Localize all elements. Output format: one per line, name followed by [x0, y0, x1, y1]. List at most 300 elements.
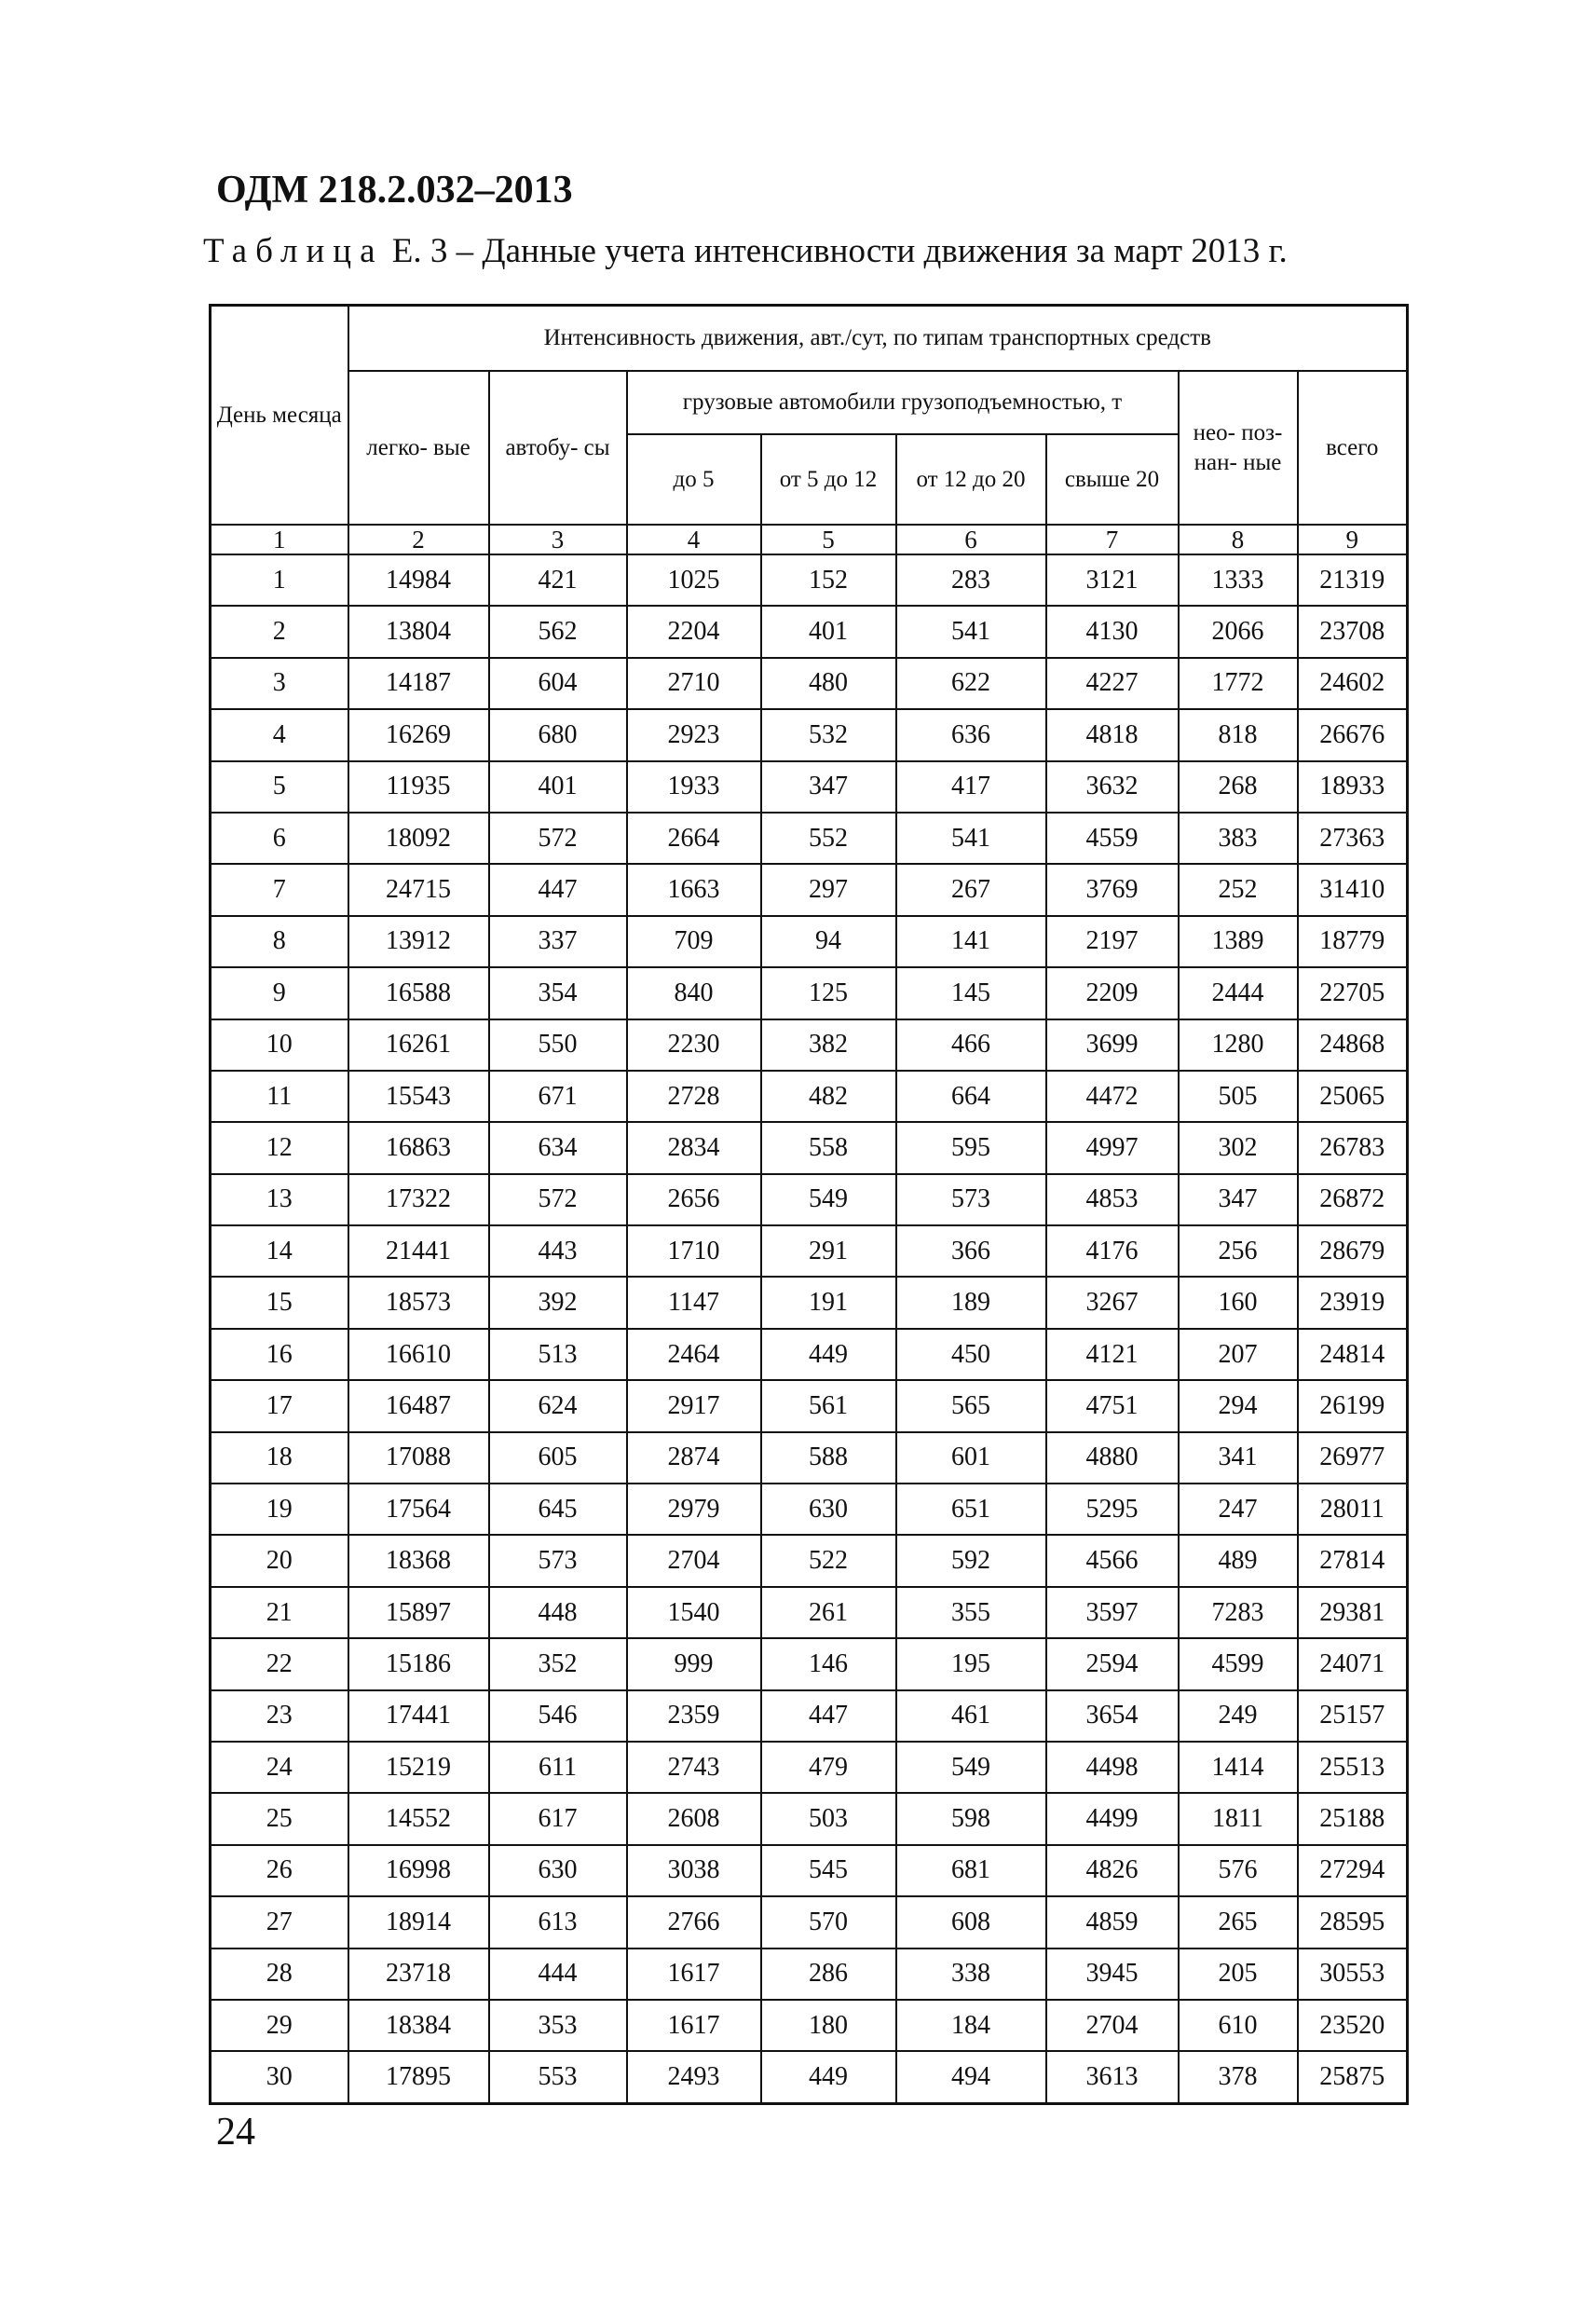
table-cell: 24868	[1298, 1019, 1408, 1071]
table-cell: 26783	[1298, 1122, 1408, 1173]
column-number: 8	[1179, 525, 1298, 554]
table-cell: 18914	[348, 1896, 489, 1948]
table-cell: 2917	[627, 1380, 761, 1431]
table-cell: 601	[896, 1432, 1046, 1484]
table-cell: 482	[761, 1071, 896, 1122]
header-unrecognized: нео- поз- нан- ные	[1179, 371, 1298, 525]
table-cell: 532	[761, 709, 896, 760]
table-cell: 291	[761, 1225, 896, 1277]
table-cell: 2594	[1046, 1638, 1179, 1689]
table-row	[211, 1329, 1408, 1380]
table-cell: 4751	[1046, 1380, 1179, 1431]
table-cell: 447	[761, 1690, 896, 1742]
table-cell: 16998	[348, 1845, 489, 1896]
table-cell: 29	[211, 2000, 348, 2051]
table-cell: 16610	[348, 1329, 489, 1380]
table-cell: 22	[211, 1638, 348, 1689]
table-cell: 2	[211, 606, 348, 657]
table-cell: 4997	[1046, 1122, 1179, 1173]
table-cell: 1414	[1179, 1742, 1298, 1793]
table-cell: 17088	[348, 1432, 489, 1484]
table-cell: 558	[761, 1122, 896, 1173]
table-cell: 450	[896, 1329, 1046, 1380]
column-number: 7	[1046, 525, 1179, 554]
table-cell: 26199	[1298, 1380, 1408, 1431]
table-cell: 21319	[1298, 554, 1408, 606]
table-cell: 152	[761, 554, 896, 606]
table-cell: 160	[1179, 1277, 1298, 1328]
table-cell: 1389	[1179, 916, 1298, 967]
table-cell: 4599	[1179, 1638, 1298, 1689]
table-cell: 26676	[1298, 709, 1408, 760]
table-cell: 302	[1179, 1122, 1298, 1173]
table-row	[211, 709, 1408, 760]
table-cell: 4853	[1046, 1174, 1179, 1225]
table-cell: 354	[489, 967, 627, 1019]
table-cell: 448	[489, 1587, 627, 1638]
table-cell: 21	[211, 1587, 348, 1638]
table-cell: 611	[489, 1742, 627, 1793]
table-cell: 4559	[1046, 813, 1179, 864]
table-cell: 681	[896, 1845, 1046, 1896]
table-cell: 20	[211, 1535, 348, 1586]
table-cell: 573	[489, 1535, 627, 1586]
table-cell: 545	[761, 1845, 896, 1896]
table-cell: 378	[1179, 2051, 1298, 2103]
table-cell: 466	[896, 1019, 1046, 1071]
table-cell: 680	[489, 709, 627, 760]
table-cell: 2359	[627, 1690, 761, 1742]
column-number: 6	[896, 525, 1046, 554]
table-cell: 550	[489, 1019, 627, 1071]
table-cell: 18384	[348, 2000, 489, 2051]
table-cell: 709	[627, 916, 761, 967]
table-cell: 605	[489, 1432, 627, 1484]
table-cell: 1772	[1179, 658, 1298, 709]
table-cell: 503	[761, 1793, 896, 1844]
table-cell: 622	[896, 658, 1046, 709]
table-cell: 1617	[627, 2000, 761, 2051]
table-cell: 572	[489, 1174, 627, 1225]
table-cell: 4826	[1046, 1845, 1179, 1896]
table-cell: 4227	[1046, 658, 1179, 709]
table-cell: 25	[211, 1793, 348, 1844]
table-cell: 17564	[348, 1484, 489, 1535]
table-cell: 27	[211, 1896, 348, 1948]
table-cell: 5295	[1046, 1484, 1179, 1535]
table-cell: 588	[761, 1432, 896, 1484]
table-row	[211, 1019, 1408, 1071]
table-cell: 4	[211, 709, 348, 760]
table-row	[211, 606, 1408, 657]
table-cell: 573	[896, 1174, 1046, 1225]
table-cell: 22705	[1298, 967, 1408, 1019]
header-intensity: Интенсивность движения, авт./сут, по типам транспортных средств	[348, 306, 1408, 372]
table-cell: 671	[489, 1071, 627, 1122]
table-cell: 561	[761, 1380, 896, 1431]
table-cell: 2704	[627, 1535, 761, 1586]
header-total: всего	[1298, 371, 1408, 525]
table-label: Таблица	[203, 232, 384, 270]
table-cell: 16487	[348, 1380, 489, 1431]
column-number: 2	[348, 525, 489, 554]
table-cell: 636	[896, 709, 1046, 760]
table-cell: 1933	[627, 761, 761, 813]
table-cell: 14187	[348, 658, 489, 709]
header-day: День месяца	[211, 306, 348, 526]
header-trucks-5-12: от 5 до 12	[761, 434, 896, 525]
table-cell: 1663	[627, 864, 761, 915]
table-cell: 570	[761, 1896, 896, 1948]
table-cell: 2066	[1179, 606, 1298, 657]
table-cell: 2209	[1046, 967, 1179, 1019]
table-cell: 24715	[348, 864, 489, 915]
table-cell: 549	[761, 1174, 896, 1225]
table-cell: 4566	[1046, 1535, 1179, 1586]
table-row	[211, 554, 1408, 606]
table-cell: 18368	[348, 1535, 489, 1586]
table-cell: 28679	[1298, 1225, 1408, 1277]
table-cell: 2979	[627, 1484, 761, 1535]
table-row	[211, 1432, 1408, 1484]
table-cell: 13804	[348, 606, 489, 657]
table-cell: 26872	[1298, 1174, 1408, 1225]
table-cell: 256	[1179, 1225, 1298, 1277]
table-cell: 180	[761, 2000, 896, 2051]
header-buses: автобу- сы	[489, 371, 627, 525]
table-cell: 2664	[627, 813, 761, 864]
header-cars: легко- вые	[348, 371, 489, 525]
table-cell: 421	[489, 554, 627, 606]
table-cell: 4499	[1046, 1793, 1179, 1844]
table-row	[211, 2000, 1408, 2051]
table-cell: 146	[761, 1638, 896, 1689]
table-cell: 2204	[627, 606, 761, 657]
table-cell: 2608	[627, 1793, 761, 1844]
table-cell: 23	[211, 1690, 348, 1742]
table-cell: 27294	[1298, 1845, 1408, 1896]
table-cell: 347	[761, 761, 896, 813]
table-cell: 28595	[1298, 1896, 1408, 1948]
table-row	[211, 1949, 1408, 2000]
table-cell: 11	[211, 1071, 348, 1122]
table-cell: 489	[1179, 1535, 1298, 1586]
table-cell: 598	[896, 1793, 1046, 1844]
table-cell: 3038	[627, 1845, 761, 1896]
table-cell: 341	[1179, 1432, 1298, 1484]
table-cell: 4176	[1046, 1225, 1179, 1277]
table-cell: 1811	[1179, 1793, 1298, 1844]
table-cell: 505	[1179, 1071, 1298, 1122]
table-cell: 286	[761, 1949, 896, 2000]
table-cell: 12	[211, 1122, 348, 1173]
table-row	[211, 2051, 1408, 2103]
table-row	[211, 967, 1408, 1019]
table-cell: 541	[896, 606, 1046, 657]
table-cell: 999	[627, 1638, 761, 1689]
table-cell: 25513	[1298, 1742, 1408, 1793]
table-cell: 447	[489, 864, 627, 915]
table-cell: 353	[489, 2000, 627, 2051]
table-cell: 94	[761, 916, 896, 967]
table-cell: 337	[489, 916, 627, 967]
table-row	[211, 916, 1408, 967]
table-cell: 444	[489, 1949, 627, 2000]
table-row	[211, 1225, 1408, 1277]
table-cell: 247	[1179, 1484, 1298, 1535]
table-row	[211, 1742, 1408, 1793]
column-number: 3	[489, 525, 627, 554]
table-cell: 13	[211, 1174, 348, 1225]
table-cell: 125	[761, 967, 896, 1019]
table-cell: 443	[489, 1225, 627, 1277]
table-cell: 25157	[1298, 1690, 1408, 1742]
table-cell: 28011	[1298, 1484, 1408, 1535]
table-cell: 4818	[1046, 709, 1179, 760]
table-row	[211, 1122, 1408, 1173]
table-cell: 4498	[1046, 1742, 1179, 1793]
table-cell: 18573	[348, 1277, 489, 1328]
table-cell: 592	[896, 1535, 1046, 1586]
table-cell: 145	[896, 967, 1046, 1019]
table-cell: 634	[489, 1122, 627, 1173]
table-cell: 3654	[1046, 1690, 1179, 1742]
table-cell: 24071	[1298, 1638, 1408, 1689]
table-cell: 31410	[1298, 864, 1408, 915]
table-cell: 645	[489, 1484, 627, 1535]
table-cell: 2704	[1046, 2000, 1179, 2051]
table-cell: 3769	[1046, 864, 1179, 915]
table-cell: 10	[211, 1019, 348, 1071]
table-cell: 624	[489, 1380, 627, 1431]
table-cell: 595	[896, 1122, 1046, 1173]
table-cell: 366	[896, 1225, 1046, 1277]
table-cell: 14984	[348, 554, 489, 606]
header-trucks-to5: до 5	[627, 434, 761, 525]
table-cell: 18	[211, 1432, 348, 1484]
table-cell: 21441	[348, 1225, 489, 1277]
table-cell: 19	[211, 1484, 348, 1535]
table-cell: 8	[211, 916, 348, 967]
table-cell: 479	[761, 1742, 896, 1793]
table-cell: 338	[896, 1949, 1046, 2000]
table-row	[211, 1174, 1408, 1225]
table-cell: 630	[489, 1845, 627, 1896]
table-cell: 494	[896, 2051, 1046, 2103]
table-cell: 15	[211, 1277, 348, 1328]
table-body	[211, 554, 1408, 2103]
table-cell: 14552	[348, 1793, 489, 1844]
table-cell: 25188	[1298, 1793, 1408, 1844]
table-cell: 664	[896, 1071, 1046, 1122]
table-row	[211, 813, 1408, 864]
table-cell: 572	[489, 813, 627, 864]
table-cell: 2444	[1179, 967, 1298, 1019]
table-cell: 4859	[1046, 1896, 1179, 1948]
table-cell: 3121	[1046, 554, 1179, 606]
table-cell: 7	[211, 864, 348, 915]
table-cell: 553	[489, 2051, 627, 2103]
table-row	[211, 1535, 1408, 1586]
column-number: 5	[761, 525, 896, 554]
table-cell: 26	[211, 1845, 348, 1896]
table-cell: 23919	[1298, 1277, 1408, 1328]
table-cell: 3945	[1046, 1949, 1179, 2000]
table-cell: 24814	[1298, 1329, 1408, 1380]
table-cell: 565	[896, 1380, 1046, 1431]
table-cell: 2923	[627, 709, 761, 760]
table-cell: 2710	[627, 658, 761, 709]
table-row	[211, 864, 1408, 915]
table-cell: 541	[896, 813, 1046, 864]
table-cell: 1025	[627, 554, 761, 606]
table-cell: 9	[211, 967, 348, 1019]
traffic-intensity-table	[209, 304, 1409, 2105]
table-cell: 552	[761, 813, 896, 864]
table-cell: 17322	[348, 1174, 489, 1225]
table-cell: 26977	[1298, 1432, 1408, 1484]
table-cell: 4880	[1046, 1432, 1179, 1484]
table-cell: 401	[761, 606, 896, 657]
table-cell: 2656	[627, 1174, 761, 1225]
table-cell: 3	[211, 658, 348, 709]
table-cell: 17	[211, 1380, 348, 1431]
column-number: 4	[627, 525, 761, 554]
table-cell: 16588	[348, 967, 489, 1019]
table-cell: 840	[627, 967, 761, 1019]
table-cell: 18779	[1298, 916, 1408, 967]
table-cell: 5	[211, 761, 348, 813]
table-row	[211, 1587, 1408, 1638]
table-cell: 2766	[627, 1896, 761, 1948]
table-cell: 16261	[348, 1019, 489, 1071]
table-cell: 3267	[1046, 1277, 1179, 1328]
table-cell: 604	[489, 658, 627, 709]
table-cell: 2834	[627, 1122, 761, 1173]
table-row	[211, 1484, 1408, 1535]
table-row	[211, 658, 1408, 709]
table-cell: 23718	[348, 1949, 489, 2000]
table-cell: 297	[761, 864, 896, 915]
table-cell: 2464	[627, 1329, 761, 1380]
table-cell: 23708	[1298, 606, 1408, 657]
table-row	[211, 1638, 1408, 1689]
table-cell: 191	[761, 1277, 896, 1328]
table-cell: 4130	[1046, 606, 1179, 657]
table-row	[211, 1896, 1408, 1948]
table-cell: 7283	[1179, 1587, 1298, 1638]
table-cell: 4472	[1046, 1071, 1179, 1122]
table-cell: 261	[761, 1587, 896, 1638]
table-cell: 15543	[348, 1071, 489, 1122]
table-cell: 27814	[1298, 1535, 1408, 1586]
table-cell: 417	[896, 761, 1046, 813]
table-cell: 2743	[627, 1742, 761, 1793]
table-cell: 16269	[348, 709, 489, 760]
table-row	[211, 1845, 1408, 1896]
table-cell: 15186	[348, 1638, 489, 1689]
table-cell: 24602	[1298, 658, 1408, 709]
table-row	[211, 1690, 1408, 1742]
table-cell: 30	[211, 2051, 348, 2103]
table-cell: 141	[896, 916, 1046, 967]
header-trucks-over20: свыше 20	[1046, 434, 1179, 525]
table-cell: 1	[211, 554, 348, 606]
table-cell: 2493	[627, 2051, 761, 2103]
header-trucks-12-20: от 12 до 20	[896, 434, 1046, 525]
table-row	[211, 1071, 1408, 1122]
header-trucks: грузовые автомобили грузоподъемностью, т	[627, 371, 1179, 434]
table-cell: 30553	[1298, 1949, 1408, 2000]
table-cell: 14	[211, 1225, 348, 1277]
table-cell: 562	[489, 606, 627, 657]
table-cell: 449	[761, 1329, 896, 1380]
table-cell: 15897	[348, 1587, 489, 1638]
table-cell: 1280	[1179, 1019, 1298, 1071]
table-cell: 4121	[1046, 1329, 1179, 1380]
table-cell: 11935	[348, 761, 489, 813]
table-cell: 617	[489, 1793, 627, 1844]
table-cell: 195	[896, 1638, 1046, 1689]
table-cell: 265	[1179, 1896, 1298, 1948]
table-cell: 513	[489, 1329, 627, 1380]
table-cell: 2728	[627, 1071, 761, 1122]
table-cell: 18933	[1298, 761, 1408, 813]
table-cell: 207	[1179, 1329, 1298, 1380]
document-code: ОДМ 218.2.032–2013	[216, 169, 573, 212]
table-cell: 610	[1179, 2000, 1298, 2051]
table-cell: 613	[489, 1896, 627, 1948]
table-cell: 16	[211, 1329, 348, 1380]
table-cell: 18092	[348, 813, 489, 864]
table-cell: 17441	[348, 1690, 489, 1742]
table-cell: 249	[1179, 1690, 1298, 1742]
table-cell: 630	[761, 1484, 896, 1535]
table-cell: 2197	[1046, 916, 1179, 967]
table-cell: 283	[896, 554, 1046, 606]
table-cell: 549	[896, 1742, 1046, 1793]
table-cell: 2874	[627, 1432, 761, 1484]
table-cell: 29381	[1298, 1587, 1408, 1638]
table-cell: 1147	[627, 1277, 761, 1328]
table-cell: 189	[896, 1277, 1046, 1328]
table-cell: 252	[1179, 864, 1298, 915]
table-cell: 184	[896, 2000, 1046, 2051]
table-cell: 268	[1179, 761, 1298, 813]
page-number: 24	[216, 2111, 255, 2154]
table-caption	[203, 231, 1288, 271]
table-cell: 23520	[1298, 2000, 1408, 2051]
table-cell: 1540	[627, 1587, 761, 1638]
table-cell: 608	[896, 1896, 1046, 1948]
table-cell: 13912	[348, 916, 489, 967]
table-cell: 461	[896, 1690, 1046, 1742]
table-cell: 25065	[1298, 1071, 1408, 1122]
table-cell: 267	[896, 864, 1046, 915]
table-row	[211, 761, 1408, 813]
table-row	[211, 1277, 1408, 1328]
table-cell: 355	[896, 1587, 1046, 1638]
table-cell: 3613	[1046, 2051, 1179, 2103]
table-cell: 449	[761, 2051, 896, 2103]
table-row	[211, 1793, 1408, 1844]
table-cell: 27363	[1298, 813, 1408, 864]
table-cell: 392	[489, 1277, 627, 1328]
column-number: 1	[211, 525, 348, 554]
table-cell: 1617	[627, 1949, 761, 2000]
table-cell: 6	[211, 813, 348, 864]
table-cell: 3632	[1046, 761, 1179, 813]
